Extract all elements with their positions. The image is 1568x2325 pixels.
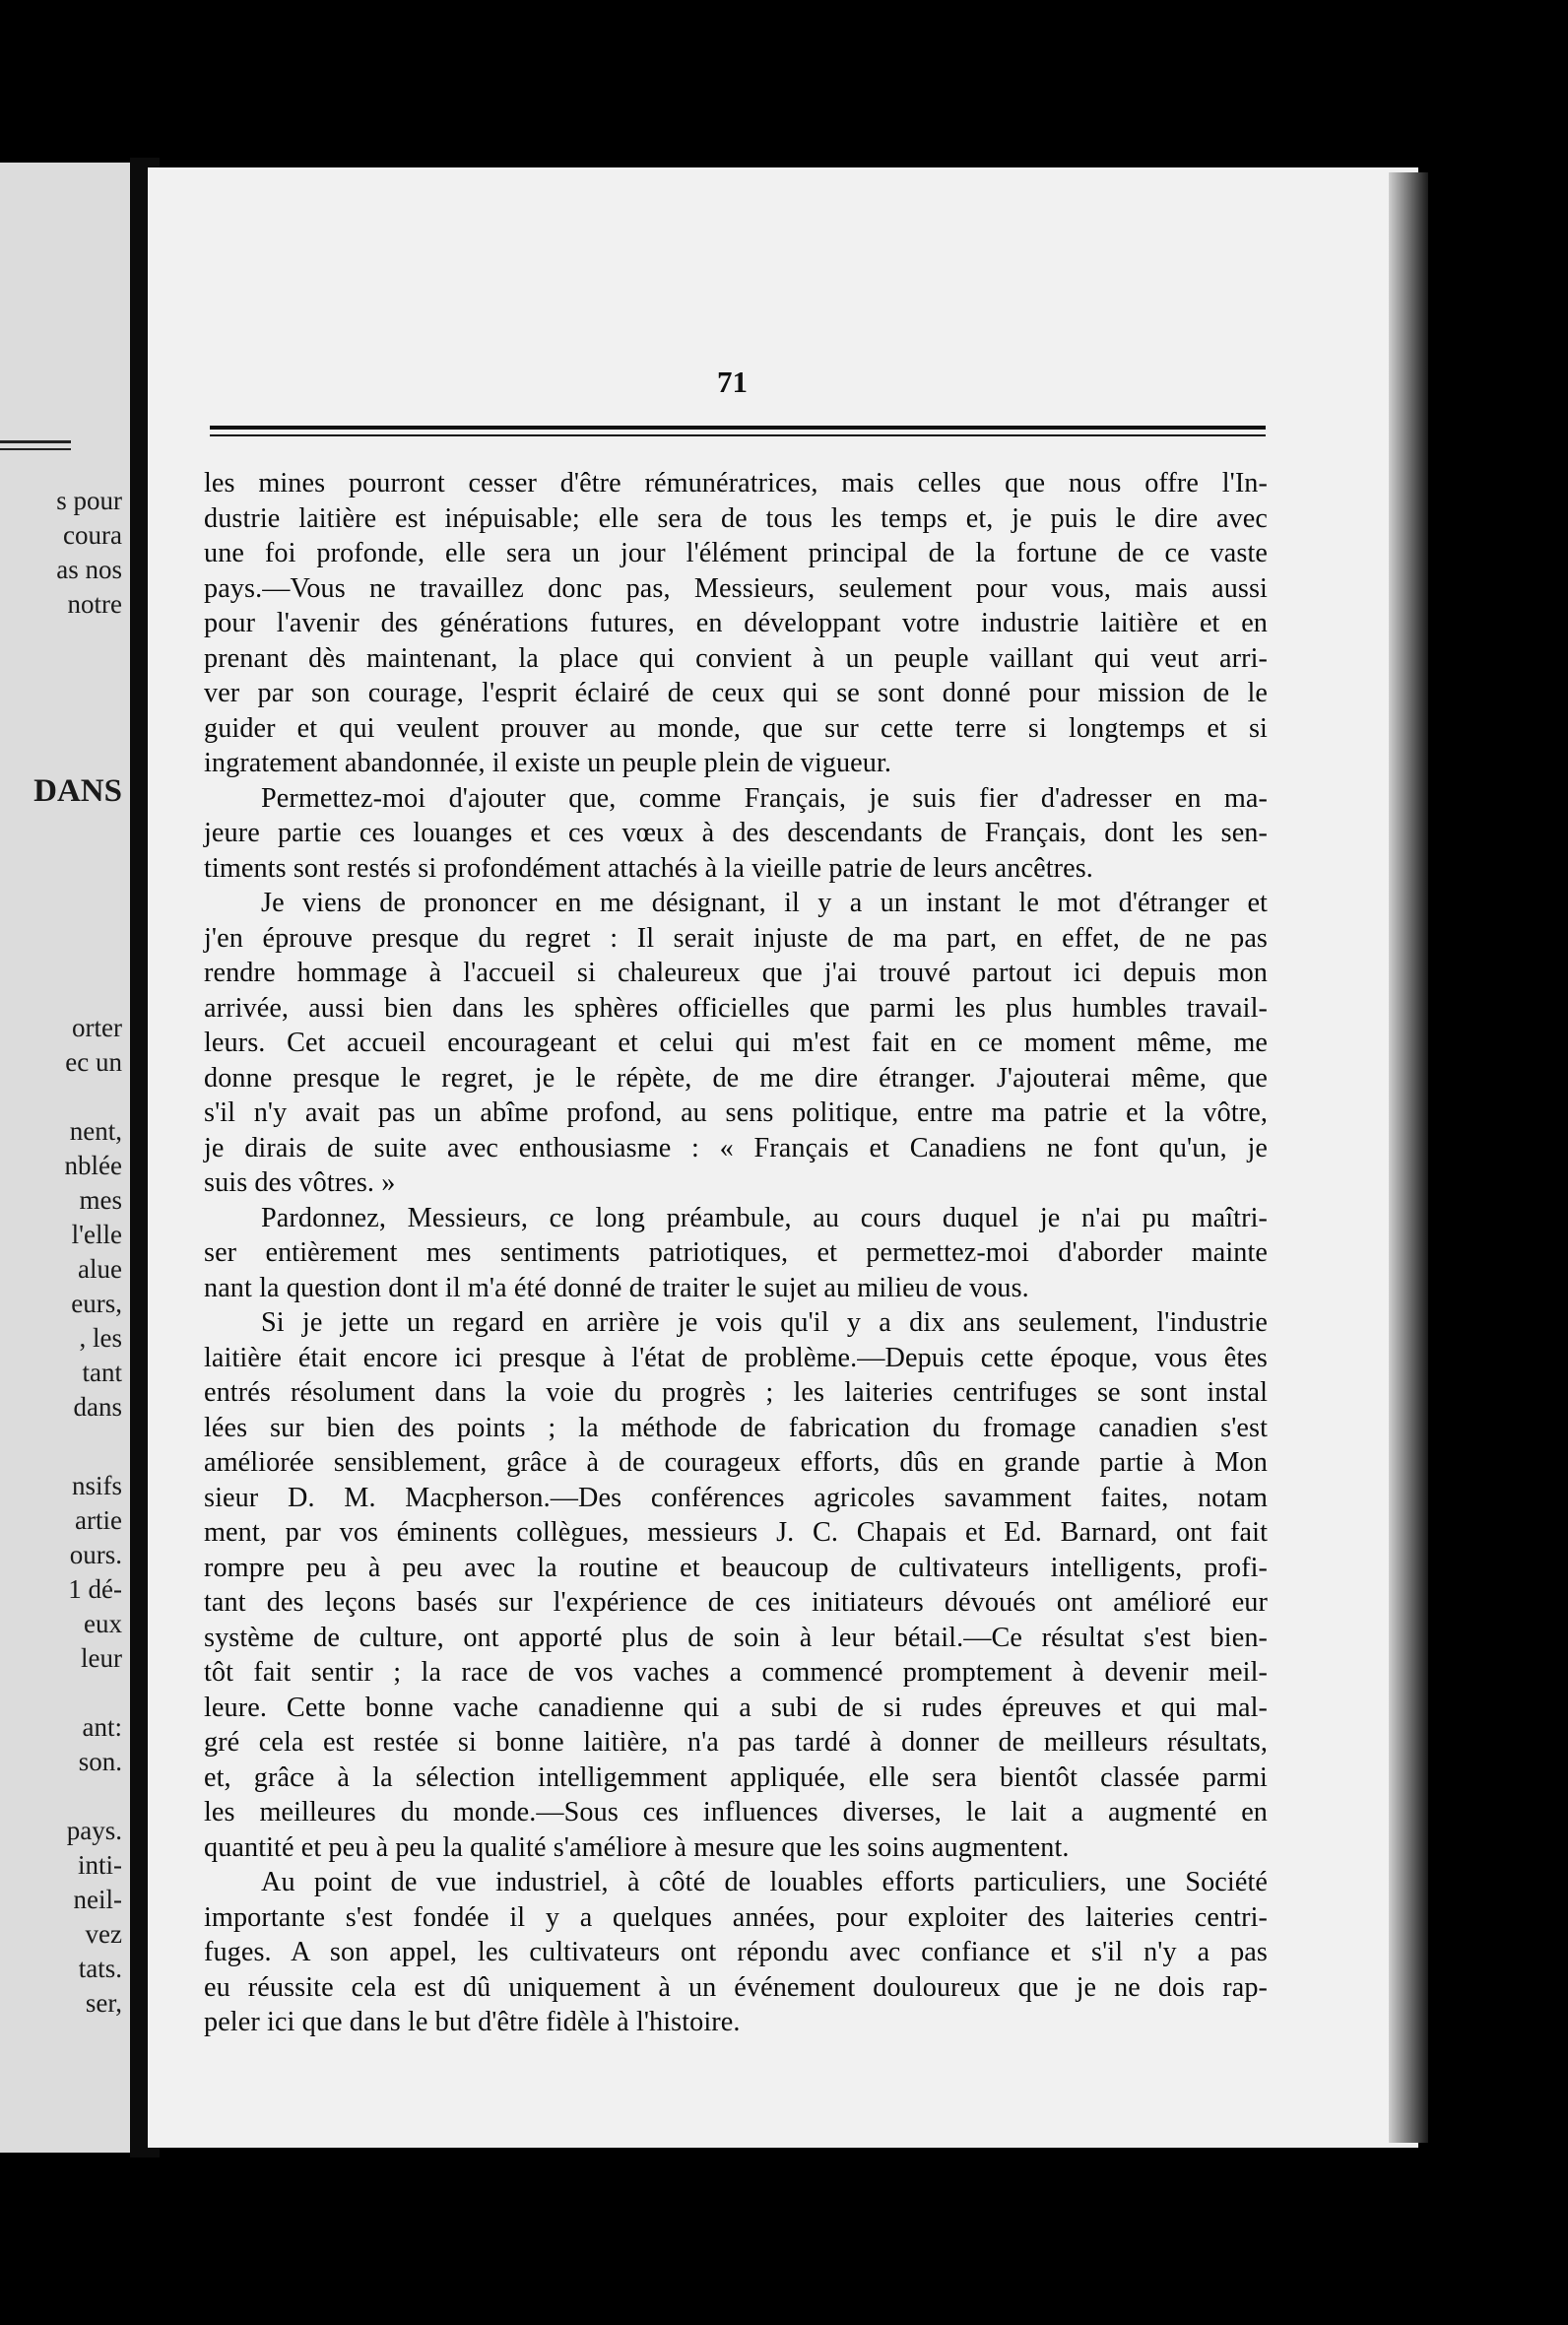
left-page-line: mes <box>79 1185 122 1215</box>
text-line: ser entièrement mes sentiments patriotiques, et permettez-moi d'aborder mainte <box>204 1237 1268 1268</box>
text-line: laitière était encore ici presque à l'état de problème.—Depuis cette époque, vous êtes <box>204 1342 1268 1373</box>
left-page-rule <box>0 448 71 450</box>
left-page-line: nent, <box>69 1116 122 1146</box>
left-page-line: neil- <box>73 1885 122 1914</box>
left-page-line: 1 dé- <box>68 1574 122 1604</box>
left-page-line: eux <box>84 1609 122 1638</box>
text-line: Je viens de prononcer en me désignant, il y a un instant le mot d'étranger et <box>261 888 1268 918</box>
text-line: lées sur bien des points ; la méthode de fabrication du fromage canadien s'est <box>204 1412 1268 1443</box>
left-page-line: alue <box>78 1254 122 1284</box>
left-page-line: eurs, <box>71 1289 122 1318</box>
text-line: ingratement abandonnée, il existe un peuple plein de vigueur. <box>204 748 892 778</box>
left-page-line: son. <box>78 1747 122 1776</box>
left-page-line: leur <box>81 1643 122 1673</box>
left-page-rule <box>0 440 71 443</box>
text-line: ver par son courage, l'esprit éclairé de ceux qui se sont donné pour mission de le <box>204 678 1268 708</box>
left-page-line: inti- <box>78 1850 122 1880</box>
text-line: tôt fait sentir ; la race de vos vaches a commencé promptement à devenir meil- <box>204 1657 1268 1688</box>
text-line: quantité et peu à peu la qualité s'améliore à mesure que les soins augmentent. <box>204 1831 1070 1863</box>
text-line: jeure partie ces louanges et ces vœux à des descendants de Français, dont les sen- <box>204 818 1268 848</box>
left-page-line: ec un <box>65 1047 122 1077</box>
text-line: importante s'est fondée il y a quelques années, pour exploiter des laiteries centri- <box>204 1901 1268 1933</box>
text-line: pays.—Vous ne travaillez donc pas, Messieurs, seulement pour vous, mais aussi <box>204 572 1268 604</box>
text-line: une foi profonde, elle sera un jour l'élément principal de la fortune de ce vaste <box>204 538 1268 568</box>
text-line: Si je jette un regard en arrière je vois qu'il y a dix ans seulement, l'industrie <box>261 1307 1268 1338</box>
text-line: leure. Cette bonne vache canadienne qui a subi de si rudes épreuves et qui mal- <box>204 1692 1268 1723</box>
left-page-line: s pour <box>56 486 122 515</box>
text-line: fuges. A son appel, les cultivateurs ont répondu avec confiance et s'il n'y a pas <box>204 1937 1268 1967</box>
left-page-line: pays. <box>66 1816 122 1845</box>
text-line: Permettez-moi d'ajouter que, comme Français, je suis fier d'adresser en ma- <box>261 782 1268 814</box>
text-line: améliorée sensiblement, grâce à de courageux efforts, dûs en grande partie à Mon <box>204 1447 1268 1478</box>
left-page-line: ser, <box>85 1988 122 2018</box>
left-page-fragment <box>0 163 130 2153</box>
text-line: guider et qui veulent prouver au monde, que sur cette terre si longtemps et si <box>204 712 1268 744</box>
left-page-line: nblée <box>64 1151 122 1180</box>
left-page-line: tant <box>82 1358 122 1387</box>
page-number: 71 <box>717 365 748 399</box>
left-page-line: artie <box>75 1505 122 1535</box>
left-page-line: ours. <box>69 1540 122 1569</box>
left-page-line: coura <box>63 520 122 550</box>
left-page-line: notre <box>67 589 122 619</box>
header-rule <box>210 434 1266 436</box>
text-line: les meilleures du monde.—Sous ces influences diverses, le lait a augmenté en <box>204 1797 1268 1827</box>
text-line: entrés résolument dans la voie du progrès ; les laiteries centrifuges se sont instal <box>204 1377 1268 1408</box>
page-body-text <box>204 466 1268 2040</box>
text-line: peler ici que dans le but d'être fidèle à l'histoire. <box>204 2007 741 2037</box>
text-line: rendre hommage à l'accueil si chaleureux que j'ai trouvé partout ici depuis mon <box>204 958 1268 988</box>
text-line: prenant dès maintenant, la place qui convient à un peuple vaillant qui veut arri- <box>204 642 1268 674</box>
text-line: et, grâce à la sélection intelligemment appliquée, elle sera bientôt classée parmi <box>204 1761 1268 1793</box>
left-page-line: as nos <box>56 555 122 584</box>
text-line: système de culture, ont apporté plus de soin à leur bétail.—Ce résultat s'est bien- <box>204 1622 1268 1653</box>
text-line: gré cela est restée si bonne laitière, n'a pas tardé à donner de meilleurs résultats, <box>204 1727 1268 1758</box>
left-page-line: orter <box>72 1013 122 1042</box>
text-line: dustrie laitière est inépuisable; elle sera de tous les temps et, je puis le dire avec <box>204 502 1268 534</box>
left-page-line: ant: <box>82 1712 122 1742</box>
left-page-line: l'elle <box>71 1220 122 1249</box>
left-page-line: nsifs <box>71 1471 122 1500</box>
left-page-line: vez <box>85 1919 122 1949</box>
text-line: nant la question dont il m'a été donné de traiter le sujet au milieu de vous. <box>204 1272 1029 1303</box>
text-line: leurs. Cet accueil encourageant et celui qui m'est fait en ce moment même, me <box>204 1028 1268 1058</box>
text-line: sieur D. M. Macpherson.—Des conférences agricoles savamment faites, notam <box>204 1482 1268 1513</box>
left-page-line: , les <box>79 1323 122 1353</box>
text-line: timents sont restés si profondément attachés à la vieille patrie de leurs ancêtres. <box>204 852 1093 884</box>
left-page-line: tats. <box>78 1954 122 1983</box>
left-page-line: dans <box>73 1392 122 1422</box>
text-line: Pardonnez, Messieurs, ce long préambule, au cours duquel je n'ai pu maîtri- <box>261 1202 1268 1233</box>
text-line: j'en éprouve presque du regret : Il serait injuste de ma part, en effet, de ne pas <box>204 922 1268 954</box>
text-line: donne presque le regret, je le répète, de me dire étranger. J'ajouterai même, que <box>204 1062 1268 1094</box>
text-line: s'il n'y avait pas un abîme profond, au sens politique, entre ma patrie et la vôtre, <box>204 1097 1268 1128</box>
text-line: arrivée, aussi bien dans les sphères officielles que parmi les plus humbles travail- <box>204 992 1268 1024</box>
text-line: tant des leçons basés sur l'expérience de ces initiateurs dévoués ont amélioré eur <box>204 1587 1268 1618</box>
text-line: suis des vôtres. » <box>204 1167 396 1198</box>
header-rule <box>210 426 1266 430</box>
text-line: je dirais de suite avec enthousiasme : « Français et Canadiens ne font qu'un, je <box>204 1132 1268 1163</box>
page-edge-shadow <box>1389 172 1428 2143</box>
text-line: ment, par vos éminents collègues, messieurs J. C. Chapais et Ed. Barnard, ont fait <box>204 1517 1268 1548</box>
text-line: les mines pourront cesser d'être rémunératrices, mais celles que nous offre l'In- <box>204 468 1268 498</box>
left-page-heading: DANS <box>33 773 122 809</box>
text-line: Au point de vue industriel, à côté de louables efforts particuliers, une Société <box>261 1867 1268 1897</box>
text-line: rompre peu à peu avec la routine et beaucoup de cultivateurs intelligents, profi- <box>204 1552 1268 1583</box>
text-line: pour l'avenir des générations futures, en développant votre industrie laitière et en <box>204 608 1268 638</box>
text-line: eu réussite cela est dû uniquement à un événement douloureux que je ne dois rap- <box>204 1971 1268 2003</box>
